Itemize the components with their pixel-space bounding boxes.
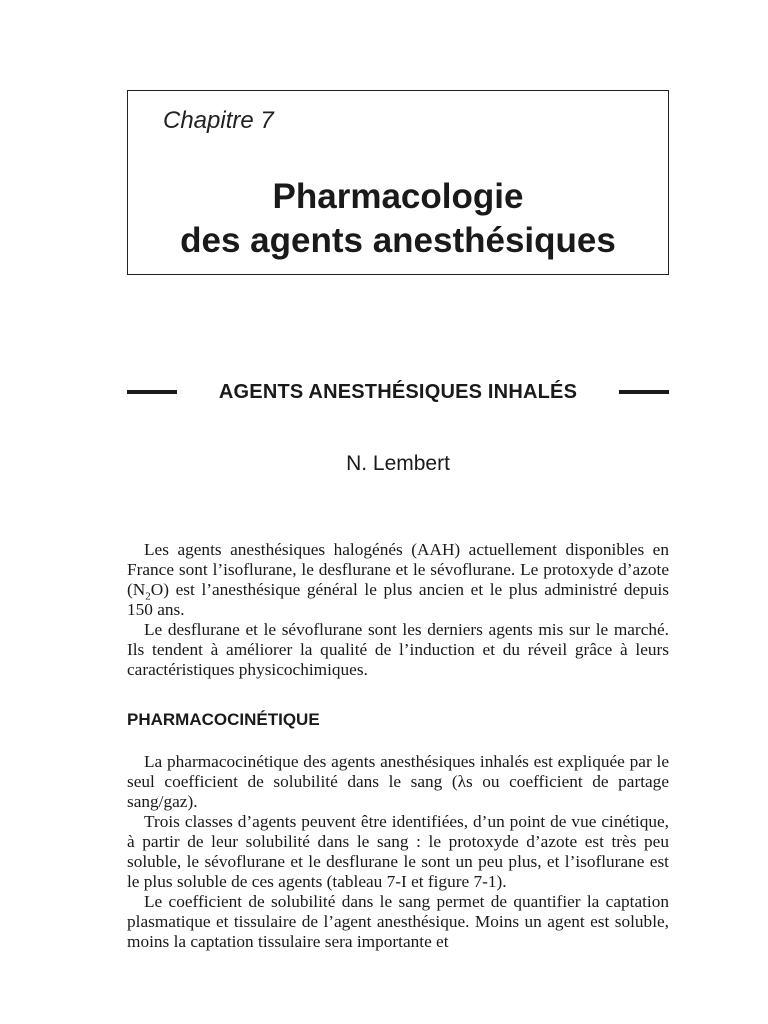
pk-paragraph-3: Le coefficient de solubilité dans le sang permet de quantifier la captation plasmatique et tissulaire de l’agent anesthésique. Moins un agent est soluble, moins la captation tissulaire sera importante et — [127, 892, 669, 951]
intro-paragraph-2: Le desflurane et le sévoflurane sont les derniers agents mis sur le marché. Ils tendent à améliorer la qualité de l’induction et du réveil grâce à leurs caractéristiques physicochimiques. — [127, 620, 669, 679]
pk-paragraph-2: Trois classes d’agents peuvent être identifiées, d’un point de vue cinétique, à partir de leur solubilité dans le sang : le protoxyde d’azote est très peu soluble, le sévoflurane et le desflurane le sont un peu plus, et l’isoflurane est le plus soluble de ces agents (tableau 7-I et figure 7-1). — [127, 812, 669, 891]
chapter-title-box — [127, 90, 669, 275]
author-name: N. Lembert — [346, 452, 450, 475]
chapter-title — [128, 175, 668, 263]
pk-paragraph-1: La pharmacocinétique des agents anesthésiques inhalés est expliquée par le seul coefficient de solubilité dans le sang (λs ou coefficient de partage sang/gaz). — [127, 752, 669, 811]
chapter-number: Chapitre 7 — [163, 107, 274, 134]
intro-text — [127, 540, 669, 680]
intro-p1-part-b: O) est l’anesthésique général le plus ancien et le plus administré depuis 150 ans. — [127, 580, 669, 619]
subscript-2: 2 — [145, 590, 151, 603]
chapter-title-line-1: Pharmacologie — [272, 177, 524, 216]
intro-paragraph-1 — [127, 540, 669, 620]
pharmacokinetics-heading: PHARMACOCINÉTIQUE — [127, 710, 320, 729]
chapter-title-line-2: des agents anesthésiques — [180, 221, 616, 260]
section-heading — [127, 377, 669, 407]
section-title: AGENTS ANESTHÉSIQUES INHALÉS — [218, 380, 578, 403]
pharmacokinetics-text — [127, 752, 669, 952]
heading-rule-right — [619, 390, 669, 394]
intro-p1-part-a: Les agents anesthésiques halogénés (AAH) actuellement disponibles en France sont l’isoflurane, le desflurane et le sévoflurane. Le protoxyde d’azote (N — [127, 540, 669, 599]
heading-rule-left — [127, 390, 177, 394]
